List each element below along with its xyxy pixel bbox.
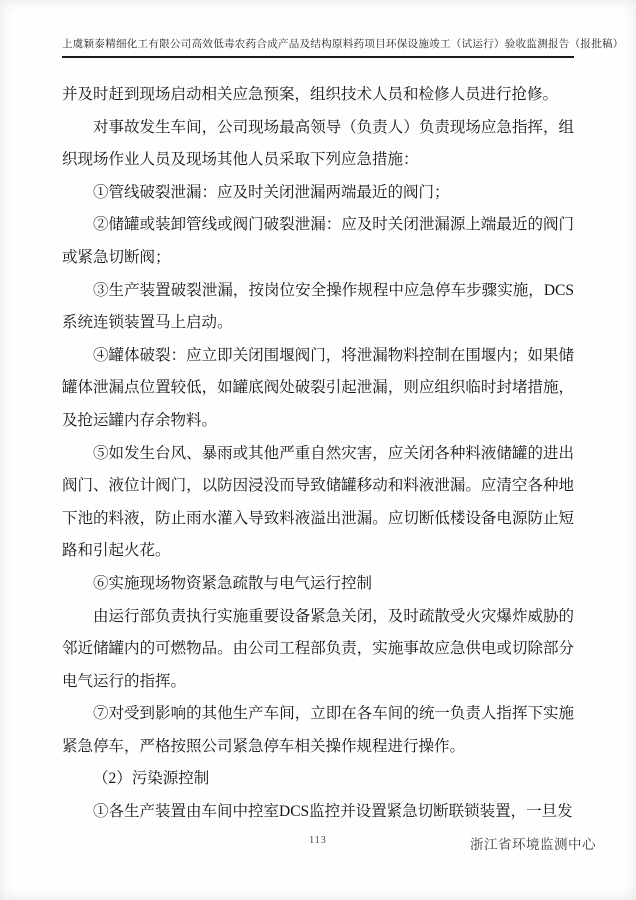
monitoring-center-stamp: 浙江省环境监测中心 bbox=[470, 837, 596, 852]
paragraph: ②储罐或装卸管线或阀门破裂泄漏：应及时关闭泄漏源上端最近的阀门或紧急切断阀； bbox=[62, 216, 574, 266]
paragraph: 并及时赶到现场启动相关应急预案，组织技术人员和检修人员进行抢修。 bbox=[62, 86, 559, 103]
paragraph: ③生产装置破裂泄漏，按岗位安全操作规程中应急停车步骤实施，DCS系统连锁装置马上启动。 bbox=[62, 281, 574, 332]
paragraph: ④罐体破裂：应立即关闭围堰阀门，将泄漏物料控制在围堰内；如果储罐体泄漏点位置较低，如罐底阀处破裂引起泄漏，则应组织临时封堵措施，及抢运罐内存余物料。 bbox=[62, 346, 574, 429]
page-header bbox=[62, 36, 624, 58]
paragraph: ①各生产装置由车间中控室DCS监控并设置紧急切断联锁装置，一旦发 bbox=[93, 803, 573, 821]
paragraph: ⑤如发生台风、暴雨或其他严重自然灾害，应关闭各种料液储罐的进出阀门、液位计阀门，以防因浸没而导致储罐移动和料液泄漏。应清空各种地下池的料液，防止雨水灌入导致料液溢出泄漏。应切断低楼设备电源防止短路和引起火花。 bbox=[62, 444, 574, 560]
paragraph: ⑦对受到影响的其他生产车间，立即在各车间的统一负责人指挥下实施紧急停车，严格按照公司紧急停车相关操作规程进行操作。 bbox=[62, 705, 574, 755]
paragraph: （2）污染源控制 bbox=[93, 770, 210, 788]
paragraph: 对事故发生车间，公司现场最高领导（负责人）负责现场应急指挥，组织现场作业人员及现场其他人员采取下列应急措施： bbox=[62, 118, 574, 169]
document-body bbox=[62, 79, 574, 829]
paragraph: ⑥实施现场物资紧急疏散与电气运行控制 bbox=[93, 574, 373, 592]
document-header-title: 上虞颖泰精细化工有限公司高效低毒农药合成产品及结构原料药项目环保设施竣工（试运行）验收监测报告（报批稿） bbox=[62, 39, 624, 50]
paragraph: 由运行部负责执行实施重要设备紧急关闭，及时疏散受火灾爆炸威胁的邻近储罐内的可燃物品。由公司工程部负责，实施事故应急供电或切除部分电气运行的指挥。 bbox=[62, 607, 574, 690]
paragraph: ①管线破裂泄漏：应及时关闭泄漏两端最近的阀门； bbox=[93, 183, 450, 201]
page-number: 113 bbox=[309, 835, 327, 846]
